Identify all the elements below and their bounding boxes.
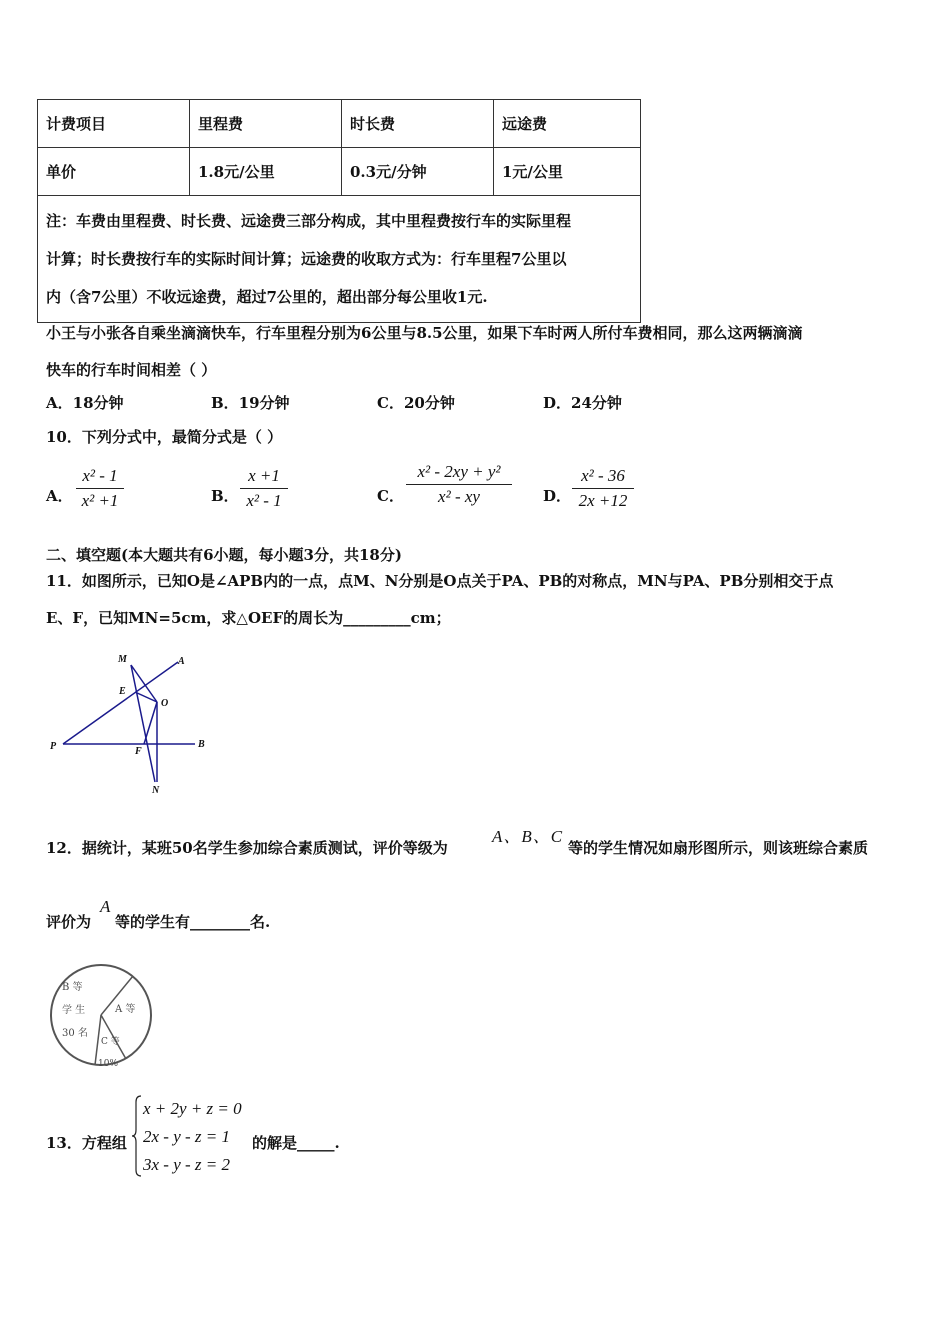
q12-line1-pre: 12．据统计，某班50名学生参加综合素质测试，评价等级为 <box>46 839 448 857</box>
section-heading: 二、填空题(本大题共有6小题，每小题3分，共18分) <box>46 546 402 564</box>
q12-line2-post: 等的学生有________名. <box>115 913 271 931</box>
q10-option-c-label: C． <box>377 487 404 505</box>
note-line: 内（含7公里）不收远途费，超过7公里的，超出部分每公里收1元. <box>46 288 488 306</box>
q12-pie-chart <box>48 962 158 1074</box>
q11-geometry-figure <box>40 650 220 800</box>
q9-option-a: A．18分钟 <box>46 394 124 412</box>
fraction-denominator: x² - xy <box>438 487 480 506</box>
q10-option-b-fraction <box>240 466 288 511</box>
pie-a-label: A 等 <box>115 1004 136 1015</box>
table-note <box>38 196 641 323</box>
table-cell: 0.3元/分钟 <box>342 148 494 196</box>
segment-fo <box>144 702 157 744</box>
table-header-cell: 计费项目 <box>38 100 190 148</box>
equation-2: 2x - y - z = 1 <box>143 1127 231 1146</box>
fraction-numerator: x +1 <box>248 466 280 485</box>
q11-line1: 11．如图所示，已知O是∠APB内的一点，点M、N分别是O点关于PA、PB的对称点，MN与PA、PB分别相交于点 <box>46 572 834 590</box>
label-p: P <box>50 741 57 752</box>
table-row <box>38 148 641 196</box>
q10-option-c-fraction <box>406 462 512 507</box>
table-header-cell: 里程费 <box>190 100 342 148</box>
q9-option-c: C．20分钟 <box>377 394 455 412</box>
q13-post: 的解是_____. <box>252 1134 340 1152</box>
fraction-bar <box>76 488 124 489</box>
q9-option-d: D．24分钟 <box>543 394 622 412</box>
label-o: O <box>161 698 169 709</box>
q10-option-d-fraction <box>572 466 634 511</box>
q12-line2-pre: 评价为 <box>46 913 92 931</box>
pie-b-line2: 学 生 <box>62 1005 86 1016</box>
fraction-numerator: x² - 2xy + y² <box>417 462 501 481</box>
label-n: N <box>152 785 160 796</box>
fraction-numerator: x² - 36 <box>581 466 625 485</box>
fraction-bar <box>406 484 512 485</box>
pie-c-percent: 10% <box>98 1059 119 1069</box>
label-m: M <box>118 654 127 665</box>
fraction-bar <box>240 488 288 489</box>
label-e: E <box>119 686 126 697</box>
equation-1: x + 2y + z = 0 <box>143 1099 242 1118</box>
table-header-cell: 时长费 <box>342 100 494 148</box>
q13-pre: 13．方程组 <box>46 1134 127 1152</box>
system-brace <box>131 1094 143 1178</box>
q12-grade-a: A <box>100 897 111 916</box>
fraction-denominator: 2x +12 <box>578 491 628 510</box>
label-b: B <box>198 739 205 750</box>
q10-option-b-label: B． <box>211 487 239 505</box>
q10-option-d-label: D． <box>543 487 572 505</box>
label-a: A <box>178 656 185 667</box>
fraction-numerator: x² - 1 <box>82 466 118 485</box>
q10-option-a-label: A． <box>46 487 73 505</box>
table-cell: 1.8元/公里 <box>190 148 342 196</box>
fee-table <box>37 99 641 323</box>
note-line: 计算；时长费按行车的实际时间计算；远途费的收取方式为：行车里程7公里以 <box>46 250 567 268</box>
fraction-bar <box>572 488 634 489</box>
table-cell: 单价 <box>38 148 190 196</box>
q13-equations <box>143 1095 242 1179</box>
label-f: F <box>135 746 142 757</box>
q12-line1-post: 等的学生情况如扇形图所示，则该班综合素质 <box>568 839 869 857</box>
q10-option-a-fraction <box>76 466 124 511</box>
table-note-row <box>38 196 641 323</box>
q9-line1: 小王与小张各自乘坐滴滴快车，行车里程分别为6公里与8.5公里，如果下车时两人所付车费相同，那么这两辆滴滴 <box>46 324 803 342</box>
fraction-denominator: x² - 1 <box>246 491 282 510</box>
pie-b-label: B 等 <box>62 982 83 993</box>
q9-option-b: B．19分钟 <box>211 394 290 412</box>
q11-line2: E、F，已知MN=5cm，求△OEF的周长为_________cm； <box>46 609 451 627</box>
table-header-row <box>38 100 641 148</box>
q12-grades: A、B、C <box>492 827 564 846</box>
equation-3: 3x - y - z = 2 <box>143 1155 231 1174</box>
pie-b-line3: 30 名 <box>62 1028 88 1039</box>
fraction-denominator: x² +1 <box>81 491 119 510</box>
q10-stem: 10．下列分式中，最简分式是（ ） <box>46 428 283 446</box>
table-cell: 1元/公里 <box>494 148 641 196</box>
pie-c-label: C 等 <box>101 1037 120 1047</box>
table-header-cell: 远途费 <box>494 100 641 148</box>
note-line: 注：车费由里程费、时长费、远途费三部分构成，其中里程费按行车的实际里程 <box>46 212 572 230</box>
q9-line2: 快车的行车时间相差（ ） <box>46 361 217 379</box>
